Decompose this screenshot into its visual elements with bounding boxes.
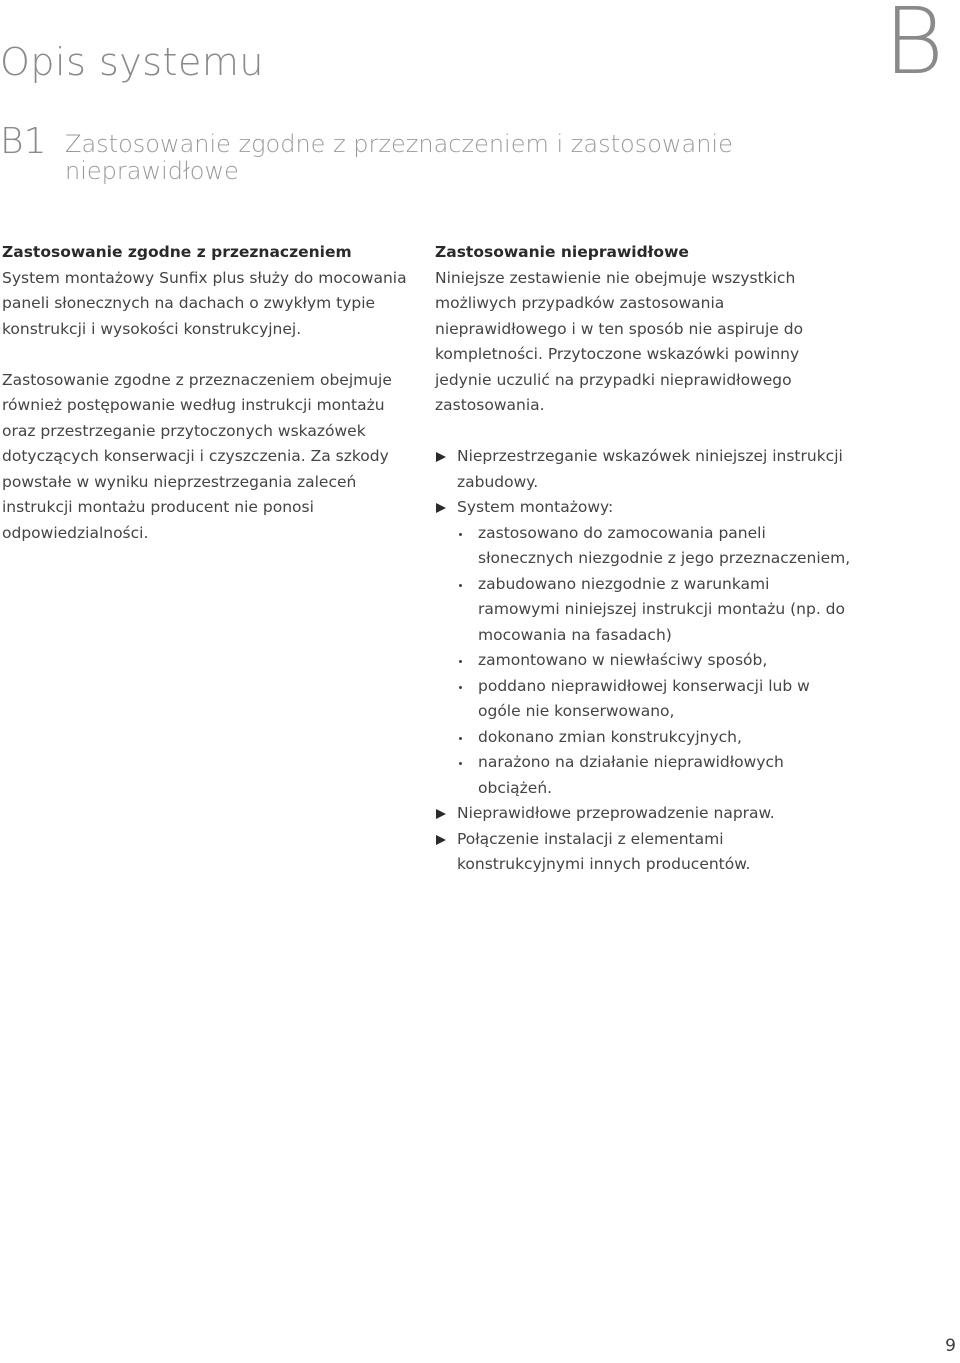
bullet-dot-icon <box>459 533 462 536</box>
misuse-sub-item-text: zabudowano niezgodnie z warunkami ramowymi niniejszej instrukcji montażu (np. do mocowania na fasadach) <box>478 574 845 644</box>
misuse-sub-list <box>435 521 855 802</box>
misuse-sub-item <box>435 648 855 674</box>
misuse-item <box>435 495 855 521</box>
misuse-paragraph: Niniejsze zestawienie nie obejmuje wszystkich możliwych przypadków zastosowania nieprawidłowego i w ten sposób nie aspiruje do kompletności. Przytoczone wskazówki powinny jedynie uczulić na przypadki nieprawidłowego zastosowania. <box>435 268 804 414</box>
arrow-right-icon <box>436 503 446 513</box>
misuse-heading: Zastosowanie nieprawidłowe <box>435 243 689 261</box>
right-column <box>435 240 855 878</box>
paragraph-spacer <box>2 342 410 368</box>
misuse-item <box>435 827 855 878</box>
misuse-item-text: System montażowy: <box>457 498 614 516</box>
arrow-right-icon <box>436 809 446 819</box>
misuse-sub-item <box>435 725 855 751</box>
misuse-item <box>435 444 855 495</box>
misuse-item <box>435 801 855 827</box>
misuse-sub-item-text: narażono na działanie nieprawidłowych obciążeń. <box>478 753 784 797</box>
intended-use-heading: Zastosowanie zgodne z przeznaczeniem <box>2 243 352 261</box>
bullet-dot-icon <box>459 762 462 765</box>
misuse-item-text: Nieprzestrzeganie wskazówek niniejszej instrukcji zabudowy. <box>457 447 843 491</box>
bullet-dot-icon <box>459 737 462 740</box>
intended-use-paragraph-2: Zastosowanie zgodne z przeznaczeniem obejmuje również postępowanie według instrukcji montażu oraz przestrzeganie przytoczonych wskazówek dotyczących konserwacji i czyszczenia. Za szkody powstałe w wyniku nieprzestrzegania zaleceń instrukcji montażu producent nie ponosi odpowiedzialności. <box>2 370 392 542</box>
section-title: Zastosowanie zgodne z przeznaczeniem i zastosowanie nieprawidłowe <box>65 130 733 185</box>
chapter-title: Opis systemu <box>0 40 264 84</box>
bullet-dot-icon <box>459 686 462 689</box>
misuse-sub-item-text: zastosowano do zamocowania paneli słonecznych niezgodnie z jego przeznaczeniem, <box>478 523 851 567</box>
left-column <box>2 240 410 546</box>
chapter-letter: B <box>883 0 944 95</box>
misuse-sub-item-text: poddano nieprawidłowej konserwacji lub w ogóle nie konserwowano, <box>478 676 810 720</box>
misuse-sub-item-text: zamontowano w niewłaściwy sposób, <box>478 651 768 669</box>
misuse-sub-item <box>435 572 855 649</box>
bullet-dot-icon <box>459 584 462 587</box>
misuse-item-text: Połączenie instalacji z elementami konstrukcyjnymi innych producentów. <box>457 829 751 873</box>
arrow-right-icon <box>436 835 446 845</box>
paragraph-spacer <box>435 419 855 445</box>
arrow-right-icon <box>436 452 446 462</box>
misuse-sub-item <box>435 521 855 572</box>
page-number: 9 <box>945 1336 956 1356</box>
misuse-item-text: Nieprawidłowe przeprowadzenie napraw. <box>457 804 775 822</box>
intended-use-paragraph: System montażowy Sunfix plus służy do mocowania paneli słonecznych na dachach o zwykłym typie konstrukcji i wysokości konstrukcyjnej. <box>2 268 407 338</box>
misuse-sub-item <box>435 750 855 801</box>
misuse-sub-item-text: dokonano zmian konstrukcyjnych, <box>478 727 742 746</box>
section-number: B1 <box>0 121 47 162</box>
bullet-dot-icon <box>459 660 462 663</box>
misuse-sub-item <box>435 674 855 725</box>
